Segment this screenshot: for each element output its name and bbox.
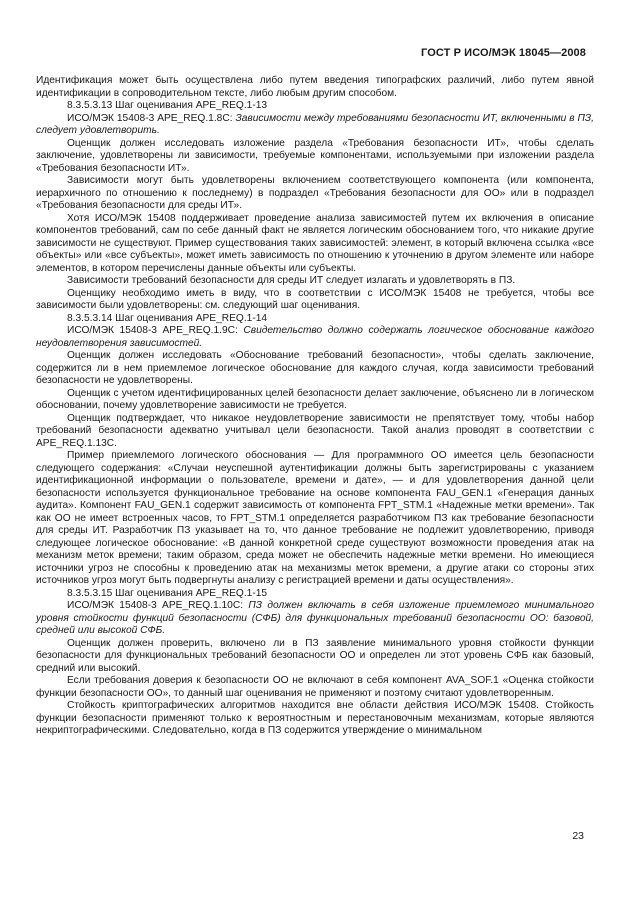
paragraph-text: ИСО/МЭК 15408-3 APE_REQ.1.9C: xyxy=(67,325,244,336)
paragraph xyxy=(36,450,594,588)
page-header: ГОСТ Р ИСО/МЭК 18045—2008 xyxy=(421,47,586,59)
paragraph-text: 8.3.5.3.14 Шаг оценивания APE_REQ.1-14 xyxy=(67,312,268,324)
paragraph xyxy=(36,675,594,700)
paragraph xyxy=(36,700,594,738)
paragraph-text: Оценщик должен исследовать «Обоснование требований безопасности», чтобы сделать заключение, содержится ли в нем приемлемое логическое обоснование для каждого случая, когда зависимости требований безопасности не удовлетворены. xyxy=(36,350,594,386)
paragraph xyxy=(36,113,594,138)
paragraph-text: 8.3.5.3.15 Шаг оценивания APE_REQ.1-15 xyxy=(67,587,268,599)
paragraph-italic-text: Свидетельство должно содержать логическое обоснование каждого неудовлетворения зависимостей. xyxy=(36,325,594,349)
paragraph-text: Зависимости требований безопасности для среды ИТ следует излагать и удовлетворять в ПЗ. xyxy=(67,275,516,286)
paragraph-text: Оценщик подтверждает, что никакое неудовлетворение зависимости не препятствует тому, чтобы набор требований безопасности адекватно учитывал цели безопасности. Такой анализ проводят в соответствии с APE_REQ.1.13C. xyxy=(36,412,594,449)
paragraph xyxy=(36,588,594,601)
paragraph xyxy=(36,175,594,213)
paragraph xyxy=(36,413,594,451)
paragraph-text: Оценщик должен исследовать изложение раздела «Требования безопасности ИТ», чтобы сделать заключение, удовлетворены ли зависимости, требуемые компонентами, используемыми при изложении раздела «Требования безопасности ИТ». xyxy=(36,137,594,174)
paragraph xyxy=(36,638,594,676)
paragraph xyxy=(36,325,594,350)
page-number: 23 xyxy=(572,830,584,842)
paragraph-text: Хотя ИСО/МЭК 15408 поддерживает проведение анализа зависимостей путем их включения в описание компонентов требований, сам по себе данный факт не является логическим обоснованием того, что никакие другие зависимости не существуют. Пример существования таких зависимостей: элемент, в который включена ссылка «все объекты» или «все субъекты», может иметь зависимость по отношению к уточнению в другом элементе или наборе элементов, в котором перечислены данные объекты или субъекты. xyxy=(36,212,594,274)
paragraph-text: ИСО/МЭК 15408-3 APE_REQ.1.8C: xyxy=(67,112,236,124)
paragraph-text: Идентификация может быть осуществлена либо путем введения типографских различий, либо путем явной идентификации в сопроводительном тексте, либо любым другим способом. xyxy=(36,75,594,99)
paragraph-text: Пример приемлемого логического обоснования — Для программного ОО имеется цель безопасности следующего содержания: «Случаи неуспешной аутентификации должны быть зарегистрированы с указанием идентификационной информации о пользователе, времени и дате», — и для удовлетворения данной цели безопасности используется функциональное требование на основе компонента FAU_GEN.1 «Генерация данных аудита». Компонент FAU_GEN.1 содержит зависимость от компонента FPT_STM.1 «Надежные метки времени». Так как ОО не имеет встроенных часов, то FPT_STM.1 определяется разработчиком ПЗ как требование безопасности для среды ИТ. Разработчик ПЗ указывает на то, что данное требование не подлежит удовлетворению, приводя следующее логическое обоснование: «В данной конкретной среде существуют возможности проведения атак на механизм меток времени; таким образом, среда может не обеспечить надежные метки времени. Но имеющиеся источники угроз не способны к проведению атак на механизмы меток времени, а другие атаки со стороны этих источников угроз могут быть подвергнуты анализу с регистрацией времени и даты осуществления». xyxy=(36,450,594,586)
paragraph xyxy=(36,138,594,176)
paragraph-text: ИСО/МЭК 15408-3 APE_REQ.1.10C: xyxy=(67,600,249,611)
paragraph-text: Если требования доверия к безопасности ОО не включают в себя компонент AVA_SOF.1 «Оценка стойкости функции безопасности ОО», то данный шаг оценивания не применяют и поэтому считают удовлетворенным. xyxy=(36,675,594,699)
paragraph-italic-text: ПЗ должен включать в себя изложение приемлемого минимального уровня стойкости функций безопасности (СФБ) для функциональных требований безопасности ОО: базовой, средней или высокой СФБ. xyxy=(36,600,594,636)
paragraph-text: Оценщику необходимо иметь в виду, что в соответствии с ИСО/МЭК 15408 не требуется, чтобы все зависимости были удовлетворены: см. следующий шаг оценивания. xyxy=(36,287,594,311)
paragraph xyxy=(36,100,594,113)
paragraph-italic-text: Зависимости между требованиями безопасности ИТ, включенными в ПЗ, следует удовлетворить. xyxy=(36,112,595,136)
paragraph xyxy=(36,275,594,288)
paragraph xyxy=(36,600,594,638)
paragraph xyxy=(36,75,594,100)
paragraph-text: Стойкость криптографических алгоритмов находится вне области действия ИСО/МЭК 15408. Стойкость функции безопасности применяют только к вероятностным и перестановочным механизмам, которые являются некриптографическими. Следовательно, когда в ПЗ содержится утверждение о минимальном xyxy=(36,700,594,736)
paragraph xyxy=(36,313,594,326)
paragraph-text: Оценщик должен проверить, включено ли в ПЗ заявление минимального уровня стойкости функции безопасности для функциональных требований безопасности ОО и определен ли этот уровень СФБ как базовый, средний или высокий. xyxy=(36,637,594,674)
paragraph xyxy=(36,350,594,388)
paragraph-text: Оценщик с учетом идентифицированных целей безопасности делает заключение, объяснено ли в логическом обосновании, почему удовлетворение зависимости не требуется. xyxy=(36,387,594,411)
document-body xyxy=(36,75,594,738)
paragraph xyxy=(36,288,594,313)
paragraph xyxy=(36,388,594,413)
paragraph xyxy=(36,213,594,276)
paragraph-text: 8.3.5.3.13 Шаг оценивания APE_REQ.1-13 xyxy=(67,100,268,111)
paragraph-text: Зависимости могут быть удовлетворены включением соответствующего компонента (или компонента, иерархичного по отношению к последнему) в подраздел «Требования безопасности для ОО» или в подраздел «Требования безопасности для среды ИТ». xyxy=(36,175,594,211)
